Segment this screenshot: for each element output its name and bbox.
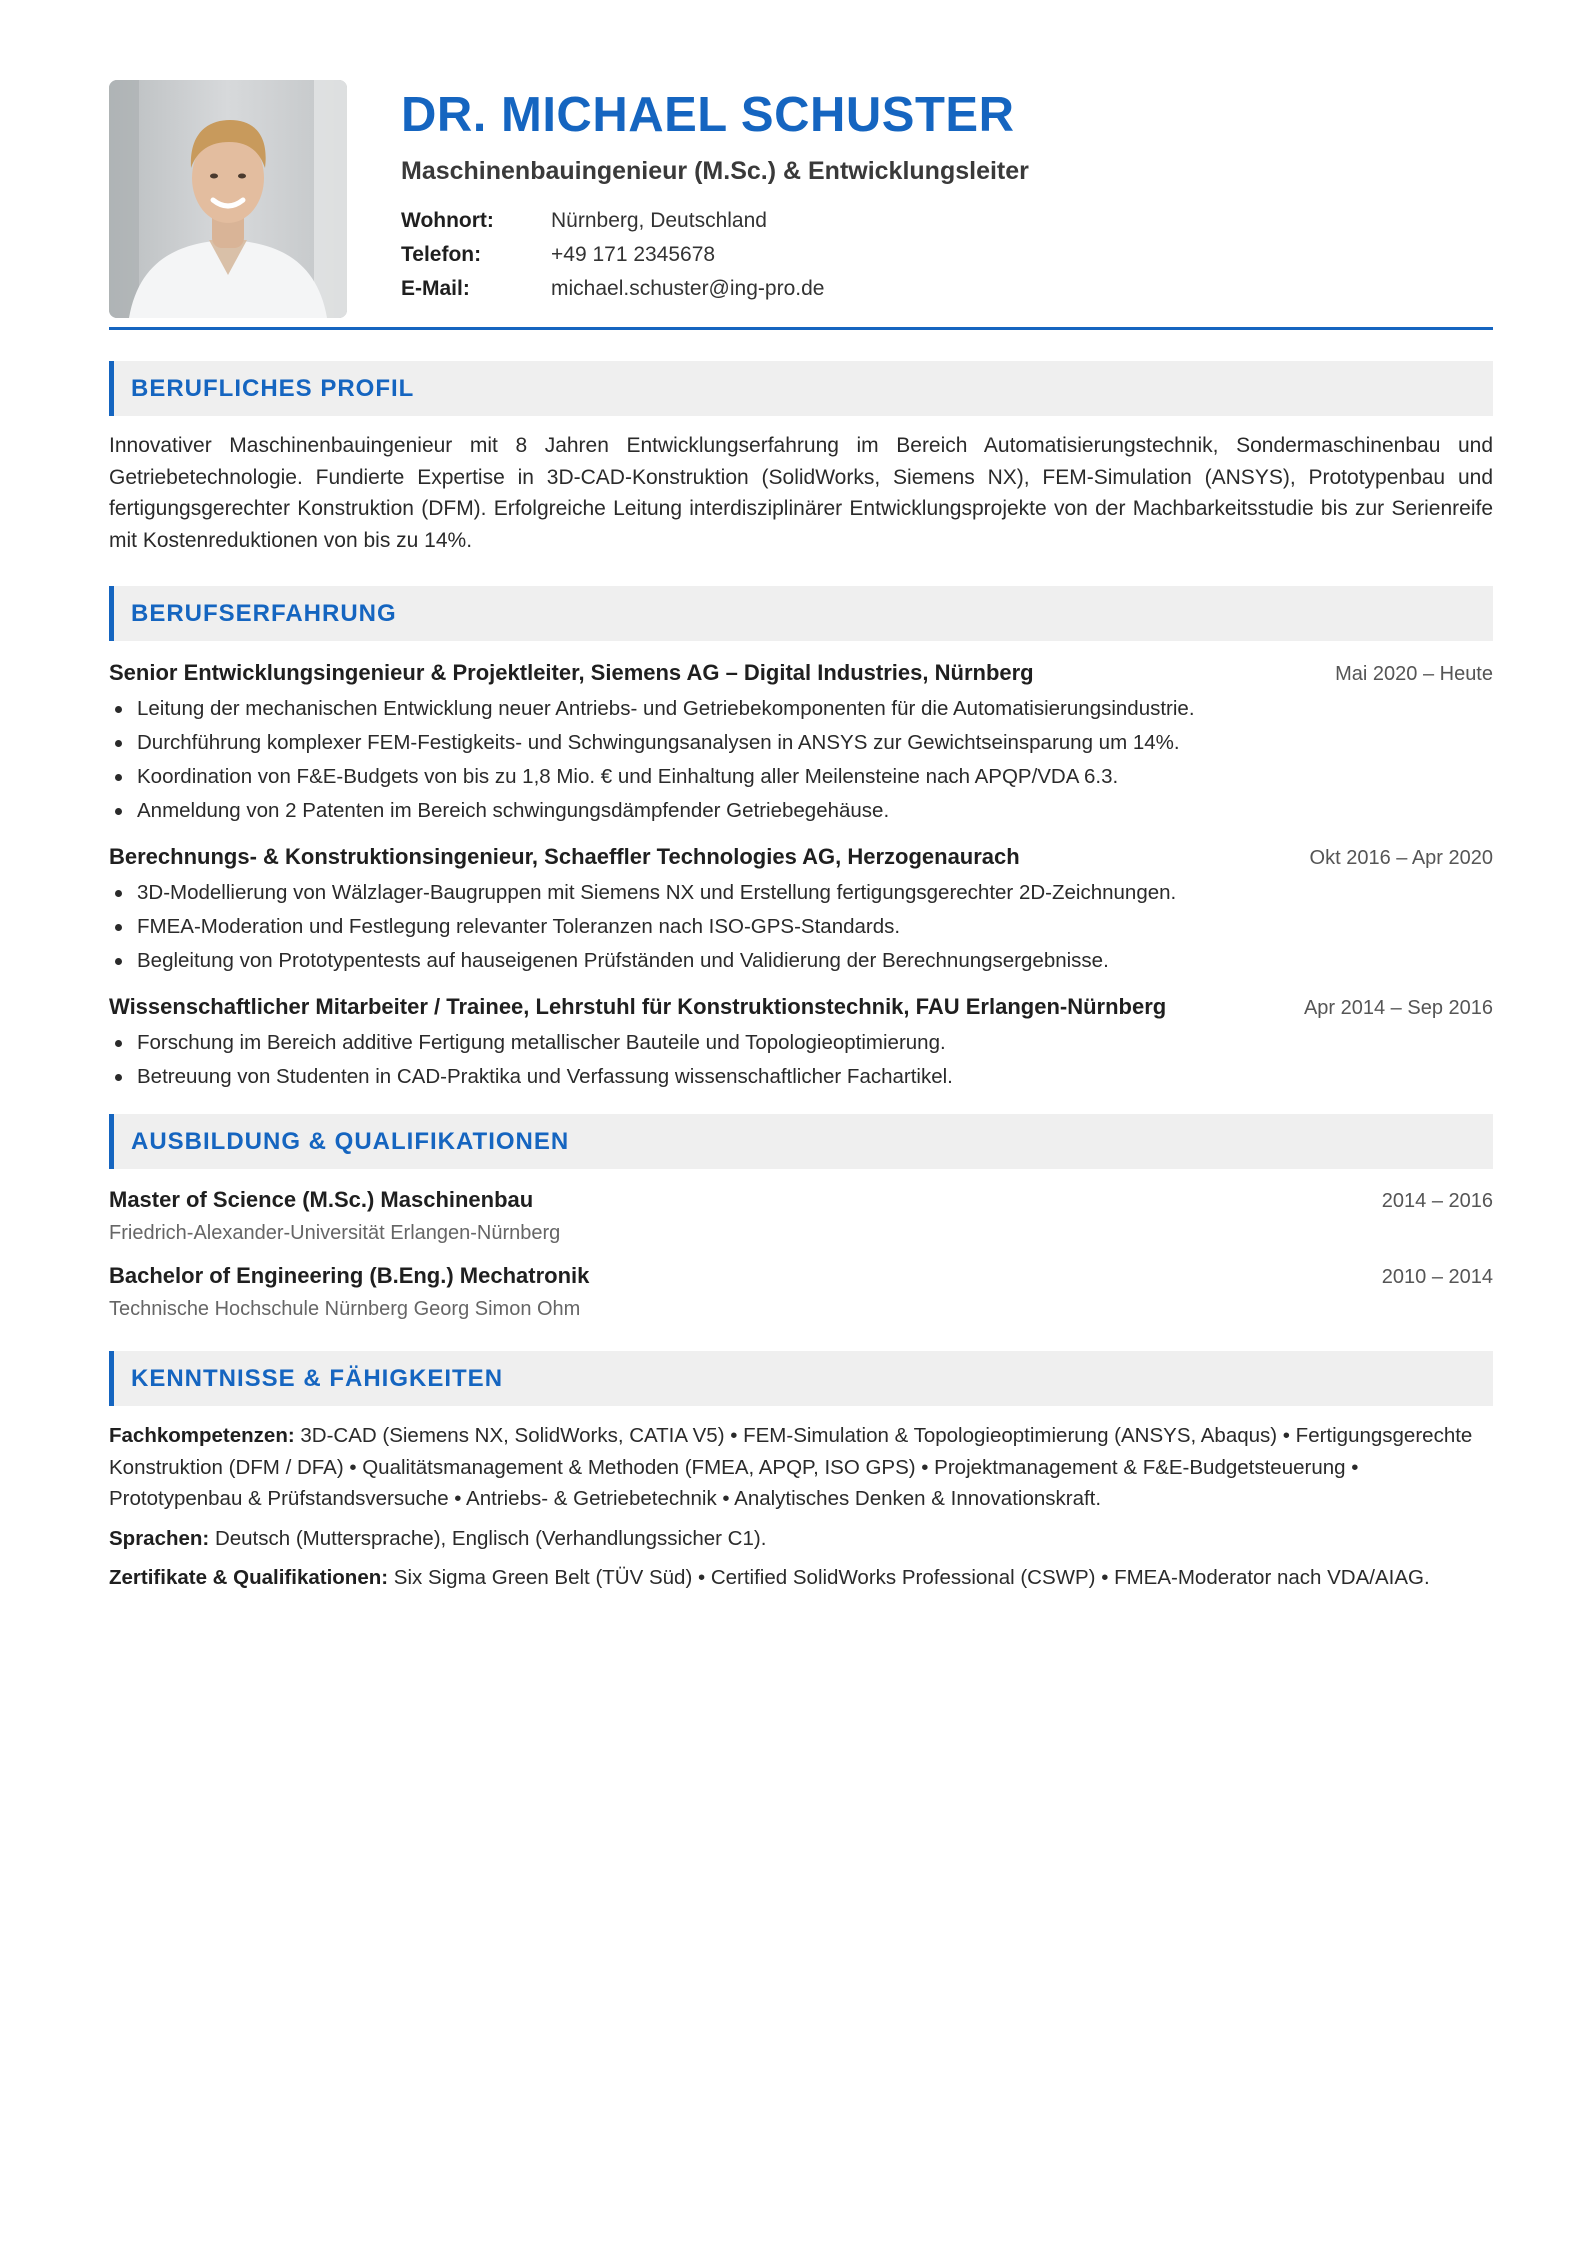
contact-label: Telefon: [401,243,482,266]
candidate-role: Maschinenbauingenieur (M.Sc.) & Entwicklungsleiter [401,157,1029,185]
job-entry [109,840,1493,978]
job-bullet: Leitung der mechanischen Entwicklung neuer Antriebs- und Getriebekomponenten für die Automatisierungsindustrie. [109,692,1493,726]
resume-content [109,80,1493,1602]
header-text [401,80,1029,306]
skill-text: Six Sigma Green Belt (TÜV Süd) • Certified SolidWorks Professional (CSWP) • FMEA-Moderator nach VDA/AIAG. [388,1566,1430,1589]
section-experience [109,586,1493,1094]
job-bullet: Begleitung von Prototypentests auf hauseigenen Prüfständen und Validierung der Berechnungsergebnisse. [109,944,1493,978]
education-header [109,1183,1493,1217]
skill-text: 3D-CAD (Siemens NX, SolidWorks, CATIA V5) • FEM-Simulation & Topologieoptimierung (ANSYS, Abaqus) • Fertigungsgerechte Konstruktion (DFM / DFA) • Qualitätsmanagement & Methoden (FMEA, APQP, ISO GPS) • Projektmanagement & F&E-Budgetsteuerung • Prototypenbau & Prüfstandsversuche • Antriebs- & Getriebetechnik • Analytisches Denken & Innovationskraft. [109,1424,1473,1510]
contact-value: Nürnberg, Deutschland [551,209,767,232]
contact-value: michael.schuster@ing-pro.de [551,277,825,300]
education-entry [109,1183,1493,1249]
job-entry [109,656,1493,828]
section-profile [109,361,1493,556]
job-title: Berechnungs- & Konstruktionsingenieur, Schaeffler Technologies AG, Herzogenaurach [109,844,1020,869]
contact-value: +49 171 2345678 [551,243,716,266]
education-entry [109,1259,1493,1325]
resume-header [109,80,1493,320]
degree-date: 2010 – 2014 [1381,1266,1493,1288]
profile-text: Innovativer Maschinenbauingenieur mit 8 Jahren Entwicklungserfahrung im Bereich Automatisierungstechnik, Sondermaschinenbau und Getriebetechnologie. Fundierte Expertise in 3D-CAD-Konstruktion (SolidWorks, Siemens NX), FEM-Simulation (ANSYS), Prototypenbau und fertigungsgerechter Konstruktion (DFM). Erfolgreiche Leitung interdisziplinärer Entwicklungsprojekte von der Machbarkeitsstudie bis zur Serienreife mit Kostenreduktionen von bis zu 14%. [109,434,1493,552]
job-title: Senior Entwicklungsingenieur & Projektleiter, Siemens AG – Digital Industries, Nürnberg [109,660,1034,685]
job-bullet: Betreuung von Studenten in CAD-Praktika und Verfassung wissenschaftlicher Fachartikel. [109,1060,1493,1094]
skill-line-competencies [109,1420,1493,1515]
contact-label: Wohnort: [401,209,494,232]
school-name: Friedrich-Alexander-Universität Erlangen-Nürnberg [109,1222,561,1244]
job-entry [109,990,1493,1094]
section-skills [109,1351,1493,1594]
contact-block [401,204,1029,306]
job-date: Apr 2014 – Sep 2016 [1303,997,1493,1019]
job-date: Mai 2020 – Heute [1335,663,1493,685]
job-bullets [109,876,1493,978]
contact-row-location [401,204,1029,238]
job-bullet: Koordination von F&E-Budgets von bis zu 1,8 Mio. € und Einhaltung aller Meilensteine nach APQP/VDA 6.3. [109,760,1493,794]
skill-label: Zertifikate & Qualifikationen: [109,1566,389,1589]
section-education [109,1114,1493,1325]
section-heading: BERUFSERFAHRUNG [109,586,1493,641]
job-header [109,656,1493,690]
skill-line-languages [109,1523,1493,1555]
profile-photo [109,80,347,318]
job-bullet: Forschung im Bereich additive Fertigung metallischer Bauteile und Topologieoptimierung. [109,1026,1493,1060]
contact-row-phone [401,238,1029,272]
skills-block [109,1420,1493,1594]
job-bullets [109,692,1493,828]
job-bullet: Durchführung komplexer FEM-Festigkeits- und Schwingungsanalysen in ANSYS zur Gewichtseinsparung um 14%. [109,726,1493,760]
job-date: Okt 2016 – Apr 2020 [1309,847,1493,869]
header-divider [109,327,1493,330]
job-title: Wissenschaftlicher Mitarbeiter / Trainee, Lehrstuhl für Konstruktionstechnik, FAU Erlangen-Nürnberg [109,994,1167,1019]
contact-row-email [401,272,1029,306]
skill-line-certificates [109,1562,1493,1594]
job-bullets [109,1026,1493,1094]
school-name: Technische Hochschule Nürnberg Georg Simon Ohm [109,1298,581,1320]
job-header [109,990,1493,1024]
skill-text: Deutsch (Muttersprache), Englisch (Verhandlungssicher C1). [209,1526,767,1550]
skill-label: Fachkompetenzen: [109,1424,295,1447]
degree-title: Master of Science (M.Sc.) Maschinenbau [109,1187,534,1212]
section-heading: BERUFLICHES PROFIL [109,361,1493,416]
section-heading: KENNTNISSE & FÄHIGKEITEN [109,1351,1493,1406]
job-header [109,840,1493,874]
education-header [109,1259,1493,1293]
job-bullet: FMEA-Moderation und Festlegung relevanter Toleranzen nach ISO-GPS-Standards. [109,910,1493,944]
contact-label: E-Mail: [401,277,470,300]
skill-label: Sprachen: [109,1526,210,1550]
job-bullet: Anmeldung von 2 Patenten im Bereich schwingungsdämpfender Getriebegehäuse. [109,794,1493,828]
job-bullet: 3D-Modellierung von Wälzlager-Baugruppen mit Siemens NX und Erstellung fertigungsgerechter 2D-Zeichnungen. [109,876,1493,910]
section-heading: AUSBILDUNG & QUALIFIKATIONEN [109,1114,1493,1169]
candidate-name: DR. MICHAEL SCHUSTER [401,88,1015,142]
degree-date: 2014 – 2016 [1381,1190,1493,1212]
degree-title: Bachelor of Engineering (B.Eng.) Mechatronik [109,1263,590,1288]
